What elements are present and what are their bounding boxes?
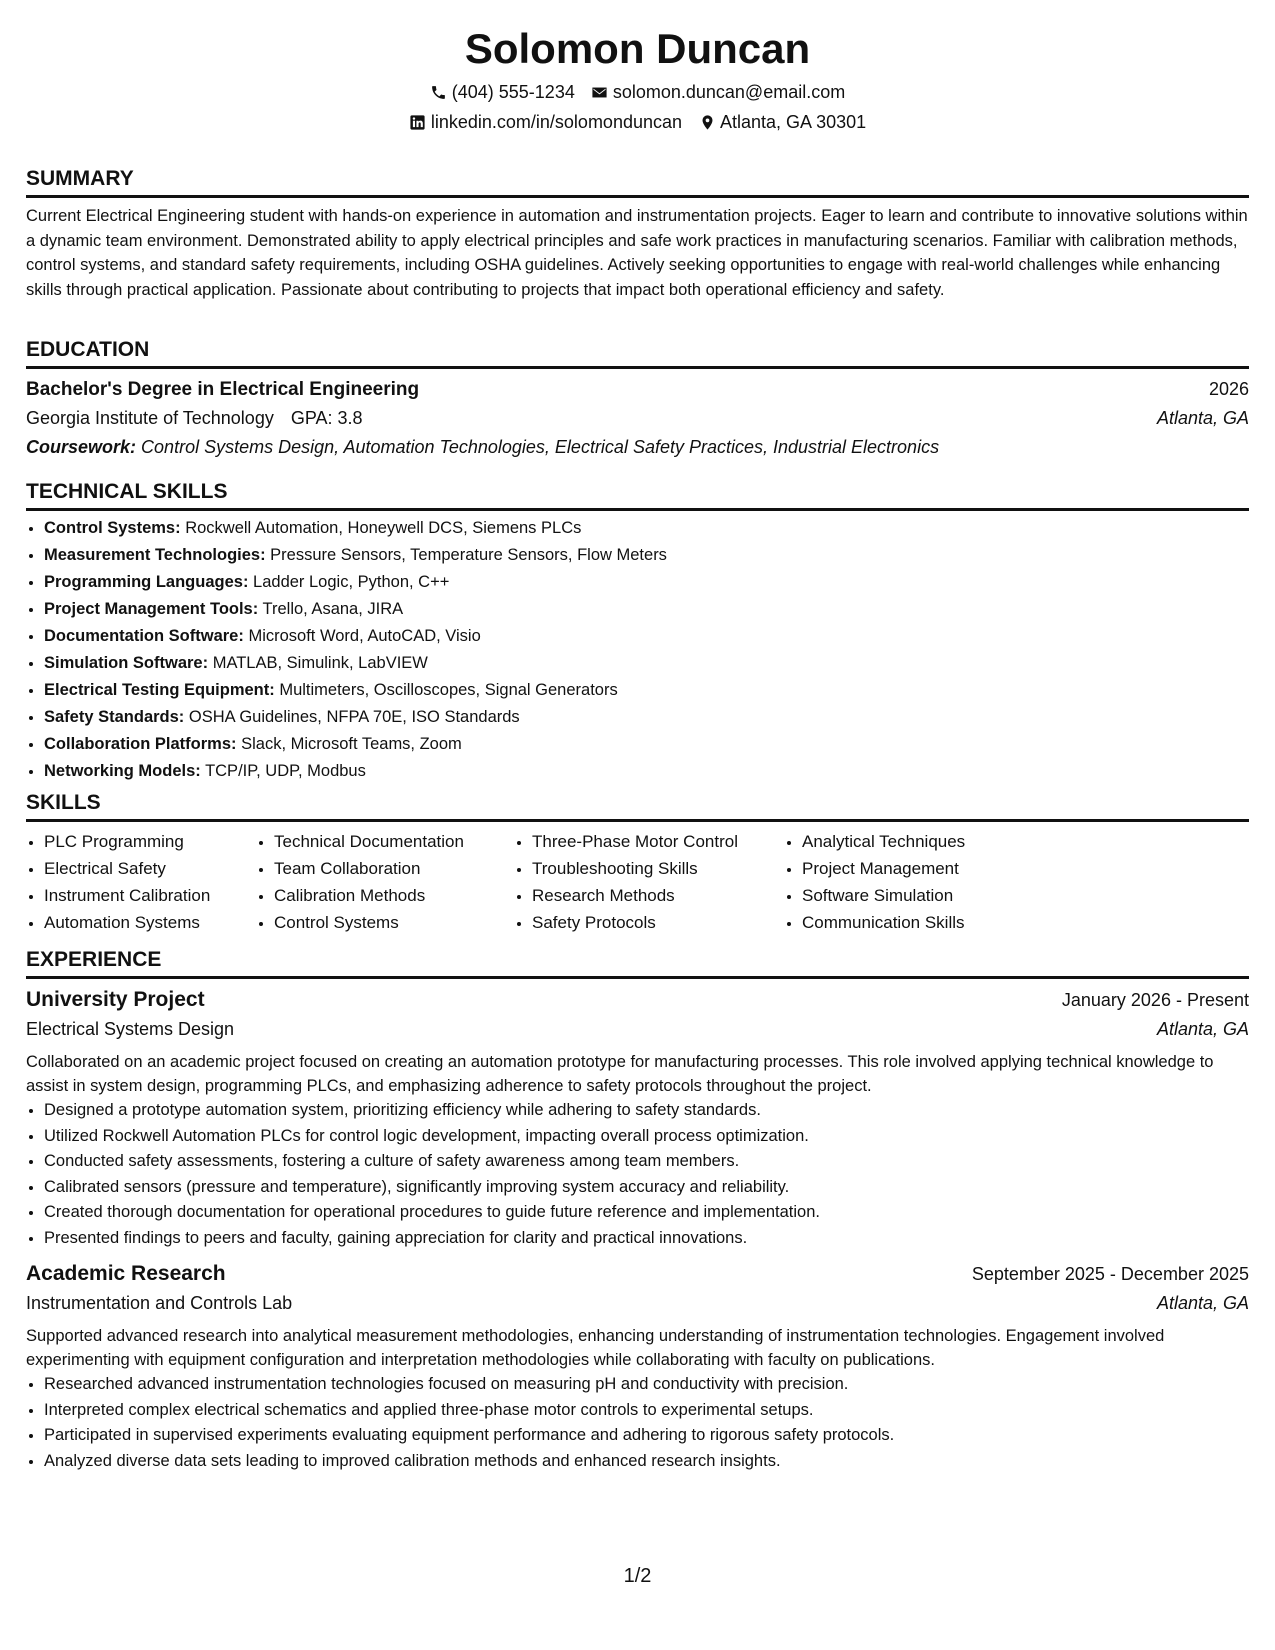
- list-item: • Calibration Methods: [274, 882, 514, 909]
- contact-row-1: [26, 80, 1249, 104]
- coursework-line: [26, 433, 1249, 462]
- list-item: [44, 731, 1249, 758]
- summary-heading: SUMMARY: [26, 165, 1249, 198]
- list-item: • Instrument Calibration: [44, 882, 256, 909]
- job-location: Atlanta, GA: [1156, 1293, 1249, 1313]
- gpa: GPA: 3.8: [290, 408, 363, 428]
- job-entry: [26, 1259, 1249, 1474]
- skill-value: Multimeters, Oscilloscopes, Signal Generators: [279, 681, 618, 699]
- skills-heading: SKILLS: [26, 789, 1249, 822]
- list-item: [44, 650, 1249, 677]
- list-item: • Researched advanced instrumentation technologies focused on measuring pH and conductivity with precision.: [44, 1372, 1249, 1398]
- linkedin-icon: [409, 113, 427, 131]
- job-header-row: [26, 1259, 1249, 1289]
- linkedin-text[interactable]: linkedin.com/in/solomonduncan: [430, 112, 683, 132]
- skills-grid: [26, 828, 1249, 936]
- linkedin-contact[interactable]: [409, 110, 682, 134]
- envelope-icon: [591, 83, 609, 101]
- list-item: [44, 542, 1249, 569]
- technical-skills-heading: TECHNICAL SKILLS: [26, 478, 1249, 511]
- list-item: [44, 758, 1249, 785]
- list-item: • Interpreted complex electrical schematics and applied three-phase motor controls to experimental setups.: [44, 1398, 1249, 1424]
- list-item: [44, 596, 1249, 623]
- education-degree-row: [26, 375, 1249, 404]
- map-pin-icon: [698, 113, 716, 131]
- list-item: • Team Collaboration: [274, 855, 514, 882]
- job-subtitle: Electrical Systems Design: [26, 1019, 235, 1039]
- list-item: • Safety Protocols: [532, 909, 784, 936]
- job-title: University Project: [26, 988, 205, 1011]
- email-contact[interactable]: [591, 80, 845, 104]
- school-location: Atlanta, GA: [1156, 408, 1249, 428]
- location-text: Atlanta, GA 30301: [720, 112, 867, 132]
- skill-label: Collaboration Platforms:: [44, 735, 237, 753]
- list-item: • PLC Programming: [44, 828, 256, 855]
- list-item: • Electrical Safety: [44, 855, 256, 882]
- skill-label: Electrical Testing Equipment:: [44, 681, 275, 699]
- list-item: [44, 704, 1249, 731]
- list-item: • Participated in supervised experiments evaluating equipment performance and adhering to rigorous safety protocols.: [44, 1423, 1249, 1449]
- skill-value: MATLAB, Simulink, LabVIEW: [212, 654, 428, 672]
- skill-value: TCP/IP, UDP, Modbus: [205, 762, 366, 780]
- list-item: [44, 677, 1249, 704]
- graduation-year: 2026: [1208, 379, 1249, 399]
- skill-value: OSHA Guidelines, NFPA 70E, ISO Standards: [188, 708, 520, 726]
- technical-skills-list: [26, 515, 1249, 785]
- summary-section: [26, 165, 1249, 302]
- degree-name: Bachelor's Degree in Electrical Engineering: [26, 379, 420, 400]
- list-item: • Analytical Techniques: [802, 828, 1062, 855]
- job-subtitle-row: [26, 1289, 1249, 1318]
- list-item: • Created thorough documentation for operational procedures to guide future reference and implementation.: [44, 1200, 1249, 1226]
- school-name: Georgia Institute of Technology: [26, 408, 274, 428]
- list-item: • Control Systems: [274, 909, 514, 936]
- list-item: • Automation Systems: [44, 909, 256, 936]
- skill-label: Simulation Software:: [44, 654, 209, 672]
- phone-text: (404) 555-1234: [451, 82, 575, 102]
- skills-column-2: [256, 828, 514, 936]
- skills-column-1: [26, 828, 256, 936]
- candidate-name: Solomon Duncan: [464, 25, 811, 72]
- job-entry: [26, 985, 1249, 1251]
- skill-label: Control Systems:: [44, 519, 181, 537]
- skill-label: Project Management Tools:: [44, 600, 259, 618]
- list-item: [44, 569, 1249, 596]
- job-header-row: [26, 985, 1249, 1015]
- skill-value: Ladder Logic, Python, C++: [253, 573, 450, 591]
- list-item: • Software Simulation: [802, 882, 1062, 909]
- phone-icon: [430, 83, 448, 101]
- education-heading: EDUCATION: [26, 336, 1249, 369]
- skill-value: Rockwell Automation, Honeywell DCS, Siemens PLCs: [185, 519, 582, 537]
- list-item: • Conducted safety assessments, fostering a culture of safety awareness among team members.: [44, 1149, 1249, 1175]
- school-info: [26, 404, 363, 433]
- skill-label: Networking Models:: [44, 762, 201, 780]
- coursework-list: Control Systems Design, Automation Technologies, Electrical Safety Practices, Industrial Electronics: [141, 437, 940, 457]
- list-item: • Analyzed diverse data sets leading to improved calibration methods and enhanced research insights.: [44, 1449, 1249, 1475]
- skill-label: Programming Languages:: [44, 573, 249, 591]
- education-section: [26, 336, 1249, 462]
- job-dates: January 2026 - Present: [1061, 990, 1249, 1010]
- job-dates: September 2025 - December 2025: [971, 1264, 1249, 1284]
- summary-text: Current Electrical Engineering student with hands-on experience in automation and instrumentation projects. Eager to learn and contribute to innovative solutions within a dynamic team environment. Demonstrated ability to apply electrical principles and safe work practices in manufacturing scenarios. Familiar with calibration methods, control systems, and standard safety requirements, including OSHA guidelines. Actively seeking opportunities to engage with real-world challenges while enhancing skills through practical application. Passionate about contributing to projects that impact both operational efficiency and safety.: [26, 207, 1248, 299]
- list-item: • Communication Skills: [802, 909, 1062, 936]
- skill-label: Safety Standards:: [44, 708, 185, 726]
- list-item: • Three-Phase Motor Control: [532, 828, 784, 855]
- job-location: Atlanta, GA: [1156, 1019, 1249, 1039]
- job-bullets: [26, 1098, 1249, 1251]
- job-title: Academic Research: [26, 1262, 226, 1285]
- list-item: • Designed a prototype automation system, prioritizing efficiency while adhering to safety standards.: [44, 1098, 1249, 1124]
- job-subtitle: Instrumentation and Controls Lab: [26, 1293, 293, 1313]
- job-bullets: [26, 1372, 1249, 1474]
- job-subtitle-row: [26, 1015, 1249, 1044]
- technical-skills-section: [26, 478, 1249, 785]
- list-item: • Research Methods: [532, 882, 784, 909]
- skill-value: Slack, Microsoft Teams, Zoom: [241, 735, 462, 753]
- skill-value: Microsoft Word, AutoCAD, Visio: [248, 627, 481, 645]
- list-item: [44, 623, 1249, 650]
- job-description: Collaborated on an academic project focused on creating an automation prototype for manufacturing processes. This role involved applying technical knowledge to assist in system design, programming PLCs, and emphasizing adherence to safety protocols throughout the project.: [26, 1053, 1214, 1095]
- experience-heading: EXPERIENCE: [26, 946, 1249, 979]
- skill-value: Trello, Asana, JIRA: [262, 600, 404, 618]
- skills-section: [26, 789, 1249, 936]
- education-school-row: [26, 404, 1249, 433]
- page-number: 1/2: [623, 1565, 652, 1587]
- list-item: [44, 515, 1249, 542]
- experience-section: [26, 946, 1249, 1474]
- resume-page: [26, 0, 1249, 1470]
- contact-row-2: [26, 110, 1249, 134]
- skill-value: Pressure Sensors, Temperature Sensors, Flow Meters: [270, 546, 667, 564]
- skill-label: Documentation Software:: [44, 627, 244, 645]
- skill-label: Measurement Technologies:: [44, 546, 266, 564]
- phone-contact: [430, 80, 575, 104]
- list-item: • Presented findings to peers and faculty, gaining appreciation for clarity and practical innovations.: [44, 1226, 1249, 1252]
- job-description: Supported advanced research into analytical measurement methodologies, enhancing understanding of instrumentation technologies. Engagement involved experimenting with equipment configuration and interpretation methodologies while collaborating with faculty on publications.: [26, 1327, 1165, 1369]
- coursework-label: Coursework:: [26, 437, 137, 457]
- skills-column-4: [784, 828, 1062, 936]
- list-item: • Utilized Rockwell Automation PLCs for control logic development, impacting overall process optimization.: [44, 1124, 1249, 1150]
- email-text[interactable]: solomon.duncan@email.com: [612, 82, 846, 102]
- list-item: • Project Management: [802, 855, 1062, 882]
- list-item: • Calibrated sensors (pressure and temperature), significantly improving system accuracy and reliability.: [44, 1175, 1249, 1201]
- list-item: • Technical Documentation: [274, 828, 514, 855]
- location-contact: [698, 110, 866, 134]
- list-item: • Troubleshooting Skills: [532, 855, 784, 882]
- skills-column-3: [514, 828, 784, 936]
